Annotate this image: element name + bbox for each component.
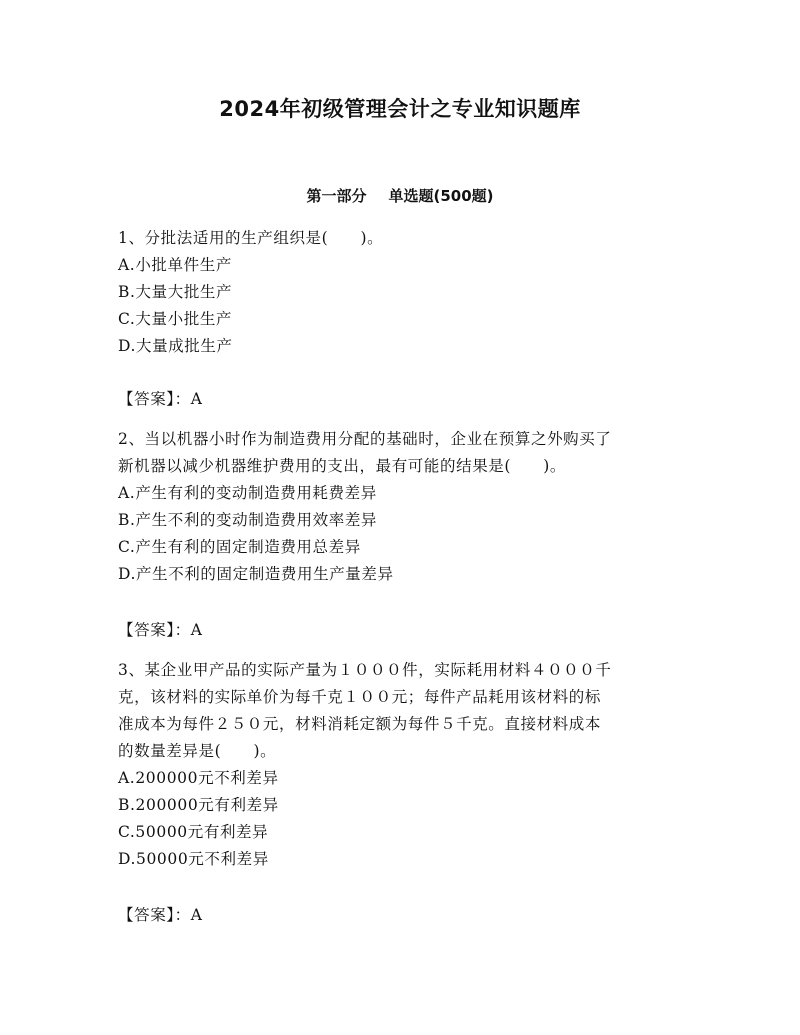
question-1-option-a: A.小批单件生产 (118, 256, 232, 274)
question-2-option-b: B.产生不利的变动制造费用效率差异 (118, 511, 378, 529)
question-1-answer (118, 386, 203, 413)
question-3-stem-line-4: 的数量差异是( )。 (118, 742, 277, 760)
question-3-stem-line-2: 克，该材料的实际单价为每千克１００元；每件产品耗用该材料的标 (118, 688, 602, 706)
answer-label: 【答案】： (118, 390, 191, 408)
question-1-option-c: C.大量小批生产 (118, 310, 233, 328)
answer-value: A (190, 621, 203, 639)
question-1-option-b: B.大量大批生产 (118, 283, 233, 301)
question-3 (118, 657, 688, 873)
question-2-option-c: C.产生有利的固定制造费用总差异 (118, 538, 361, 556)
answer-value: A (190, 390, 203, 408)
section-part-label: 第一部分 (306, 187, 367, 205)
question-2-answer (118, 617, 203, 644)
question-3-stem-line-1: 3、某企业甲产品的实际产量为１０００件，实际耗用材料４０００千 (118, 661, 612, 679)
question-3-option-c: C.50000元有利差异 (118, 823, 269, 841)
question-1 (118, 225, 688, 360)
question-2-option-d: D.产生不利的固定制造费用生产量差异 (118, 565, 394, 583)
section-type-label: 单选题(500题) (388, 187, 494, 205)
answer-label: 【答案】： (118, 621, 191, 639)
question-2 (118, 426, 688, 588)
answer-value: A (190, 906, 203, 924)
question-2-stem-line-2: 新机器以减少机器维护费用的支出，最有可能的结果是( )。 (118, 457, 566, 475)
document-title: 2024年初级管理会计之专业知识题库 (219, 97, 581, 121)
answer-label: 【答案】： (118, 906, 191, 924)
section-heading (0, 185, 800, 207)
question-2-stem-line-1: 2、当以机器小时作为制造费用分配的基础时，企业在预算之外购买了 (118, 430, 612, 448)
question-1-stem-line-1: 1、分批法适用的生产组织是( )。 (118, 229, 384, 247)
question-3-option-a: A.200000元不利差异 (118, 769, 279, 787)
question-3-option-b: B.200000元有利差异 (118, 796, 279, 814)
question-3-stem-line-3: 准成本为每件２５０元，材料消耗定额为每件５千克。直接材料成本 (118, 715, 602, 733)
question-1-option-d: D.大量成批生产 (118, 337, 233, 355)
question-2-option-a: A.产生有利的变动制造费用耗费差异 (118, 484, 377, 502)
question-3-option-d: D.50000元不利差异 (118, 850, 269, 868)
question-3-answer (118, 902, 203, 929)
